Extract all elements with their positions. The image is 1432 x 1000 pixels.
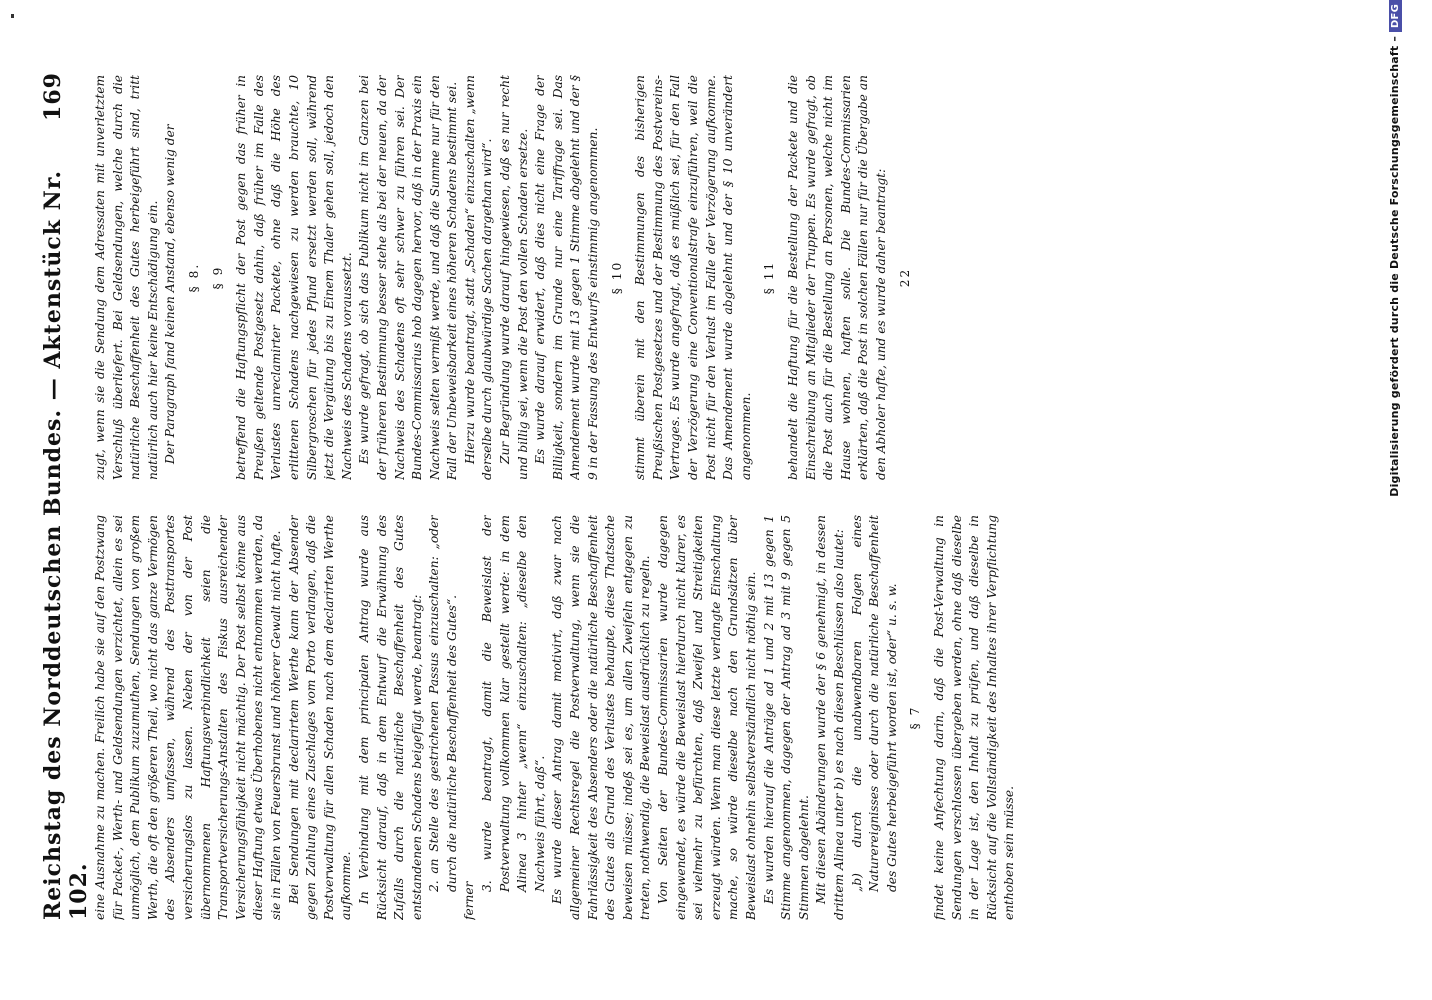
page-number: 169	[40, 72, 66, 121]
section-heading: § 7	[908, 705, 923, 730]
page-title: Reichstag des Norddeutschen Bundes. — Aktenstück Nr. 102.	[40, 170, 92, 920]
paragraph: betreffend die Haftungspflicht der Post gegen das früher in Preußen geltende Postgesetz dahin, daß früher im Falle des Verlustes unreclamirter Packete, ohne daß die Höhe des erlittenen Schadens nachgewiesen zu werden brauchte, 10 Silbergroschen für jedes Pfund ersetzt werden soll, während jetzt die Vergütung bis zu Einem Thaler gehen soll, jedoch den Nachweis des Schadens voraussetzt.	[234, 75, 354, 480]
paragraph: Es wurde dieser Antrag damit motivirt, daß zwar nach allgemeiner Rechtsregel die Postverwaltung, wenn sie die Fahrlässigkeit des Absenders oder die natürliche Beschaffenheit des Gutes als Grund des Verlustes behaupte, diese Thatsache beweisen müsse; indeß sei es, um allen Zweifeln entgegen zu treten, nothwendig, die Beweislast ausdrücklich zu regeln.	[550, 515, 653, 920]
paragraph: Zur Begründung wurde darauf hingewiesen, daß es nur recht und billig sei, wenn die Post den vollen Schaden ersetze.	[498, 75, 530, 480]
section-heading: § 10	[609, 260, 624, 295]
paragraph: behandelt die Haftung für die Bestellung der Packete und die Einschreibung an Mitglieder der Truppen. Es wurde gefragt, ob die Post auch für die Bestellung an Personen, welche nicht im Hause wohnen, haften solle. Die Bundes-Commissarien erklärten, daß die Post in solchen Fällen nur für die Übergabe an den Abholer hafte, und es wurde daher beantragt:	[785, 75, 888, 480]
right-column	[92, 75, 1237, 480]
paragraph: stimmt überein mit den Bestimmungen des bisherigen Preußischen Postgesetzes und der Bestimmung des Postvereins-Vertrages. Es wurde angefragt, daß es müßlich sei, für den Fall der Verzögerung eine Conventionalstrafe einzuführen, weil die Post nicht für den Verlust im Falle der Verzögerung aufkomme. Das Amendement wurde abgelehnt und der § 10 unverändert angenommen.	[633, 75, 753, 480]
paragraph: Mit diesen Abänderungen wurde der § 6 genehmigt, in dessen drittem Alinea unter b) es nach diesen Beschlüssen also lautet:	[814, 515, 846, 920]
paragraph: „b) durch die unabwendbaren Folgen eines Naturereignisses oder durch die natürliche Beschaffenheit des Gutes herbeigeführt worden ist, oder“ u. s. w.	[849, 515, 899, 892]
paragraph: Es wurde darauf erwidert, daß dies nicht eine Frage der Billigkeit, sondern im Grunde nur eine Tariffrage sei. Das Amendement wurde mit 13 gegen 1 Stimme abgelehnt und der § 9 in der Fassung des Entwurfs einstimmig angenommen.	[533, 75, 601, 480]
running-head	[40, 72, 92, 920]
paragraph: 2. an Stelle des gestrichenen Passus einzuschalten: „oder durch die natürliche Beschaffenheit des Gutes“.	[427, 515, 459, 892]
dfg-logo: DFG	[1389, 0, 1402, 32]
paragraph: findet keine Anfechtung darin, daß die Post-Verwaltung in Sendungen verschlossen übergeben werden, ohne daß dieselbe in der Lage ist, den Inhalt zu prüfen, und daß dieselbe in Rücksicht auf die Vollständigkeit des Inhaltes ihrer Verpflichtung enthoben sein müsse.	[931, 515, 1017, 920]
paragraph: Von Seiten der Bundes-Commissarien wurde dagegen eingewendet, es würde die Beweislast hierdurch nicht klarer, es sei vielmehr zu befürchten, daß Zweifel und Streitigkeiten erzeugt würden. Wenn man diese letzte verlangte Einschaltung mache, so würde dieselbe nach den Grundsätzen über Beweislast ohnehin selbstverständlich nicht nöthig sein.	[656, 515, 758, 920]
paragraph: 3. wurde beantragt, damit die Beweislast der Postverwaltung vollkommen klar gestellt werde: in dem Alinea 3 hinter „wenn“ einzuschalten: „dieselbe den Nachweis führt, daß“.	[480, 515, 547, 892]
credit-text: Digitalisierung gefördert durch die Deutsche Forschungsgemeinschaft –	[1388, 35, 1401, 497]
left-column	[92, 515, 1237, 920]
paragraph: zugt, wenn sie die Sendung dem Adressaten mit unverletztem Verschluß überliefert. Bei Geldsendungen, welche durch die natürliche Beschaffenheit des Gutes herbeigeführt sind, tritt natürlich auch hier keine Entschädigung ein.	[93, 75, 160, 480]
section-heading: § 8.	[186, 262, 201, 293]
paragraph: Der Paragraph fand keinen Anstand, ebenso wenig der	[163, 124, 178, 464]
digitization-credit	[1388, 0, 1410, 1000]
paragraph: Es wurden hierauf die Anträge ad 1 und 2 mit 13 gegen 1 Stimme angenommen, dagegen der Antrag ad 3 mit 9 gegen 5 Stimmen abgelehnt.	[761, 515, 811, 920]
paragraph: Bei Sendungen mit declarirtem Werthe kann der Absender gegen Zahlung eines Zuschlages vom Porto verlangen, daß die Postverwaltung für allen Schaden nach dem declarirten Werthe aufkomme.	[286, 515, 354, 920]
section-heading: § 9	[210, 265, 225, 290]
paragraph: Es wurde gefragt, ob sich das Publikum nicht im Ganzen bei der früheren Bestimmung besser stehe als bei der neuen, da der Nachweis des Schadens oft sehr schwer zu führen sei. Der Bundes-Commissarius hob dagegen hervor, daß in der Praxis ein Nachweis selten vermißt werde, und daß die Summe nur für den Fall der Unbeweisbarkeit eines höheren Schadens bestimmt sei.	[357, 75, 460, 480]
paragraph: Hierzu wurde beantragt, statt „Schaden“ einzuschalten „wenn derselbe durch glaubwürdige Sachen dargethan wird“.	[462, 75, 495, 480]
paragraph: In Verbindung mit dem principalen Antrag wurde aus Rücksicht darauf, daß in dem Entwurf die Erwähnung des Zufalls durch die natürliche Beschaffenheit des Gutes entstandenen Schadens beigefügt werde, beantragt:	[356, 515, 424, 920]
paragraph: ferner	[462, 881, 477, 920]
signature-mark: 22	[897, 267, 912, 288]
paragraph: eine Ausnahme zu machen. Freilich habe sie auf den Postzwang für Packet-, Werth- und Geldsendungen verzichtet, allein es sei unmöglich, dem Publikum zuzumuthen, Sendungen von großem Werth, die oft den größeren Theil, wo nicht das ganze Vermögen des Absenders umfassen, während des Posttransportes versicherungslos zu lassen. Neben der von der Post übernommenen Haftungsverbindlichkeit seien die Transportversicherungs-Anstalten des Fiskus ausreichender Versicherungsfähigkeit nicht mächtig. Der Post selbst könne aus dieser Haftung etwas Überhobenes nicht entnommen werden, da sie in Fällen von Feuersbrunst und höherer Gewalt nicht hafte.	[93, 515, 283, 920]
section-heading: § 11	[762, 260, 777, 295]
